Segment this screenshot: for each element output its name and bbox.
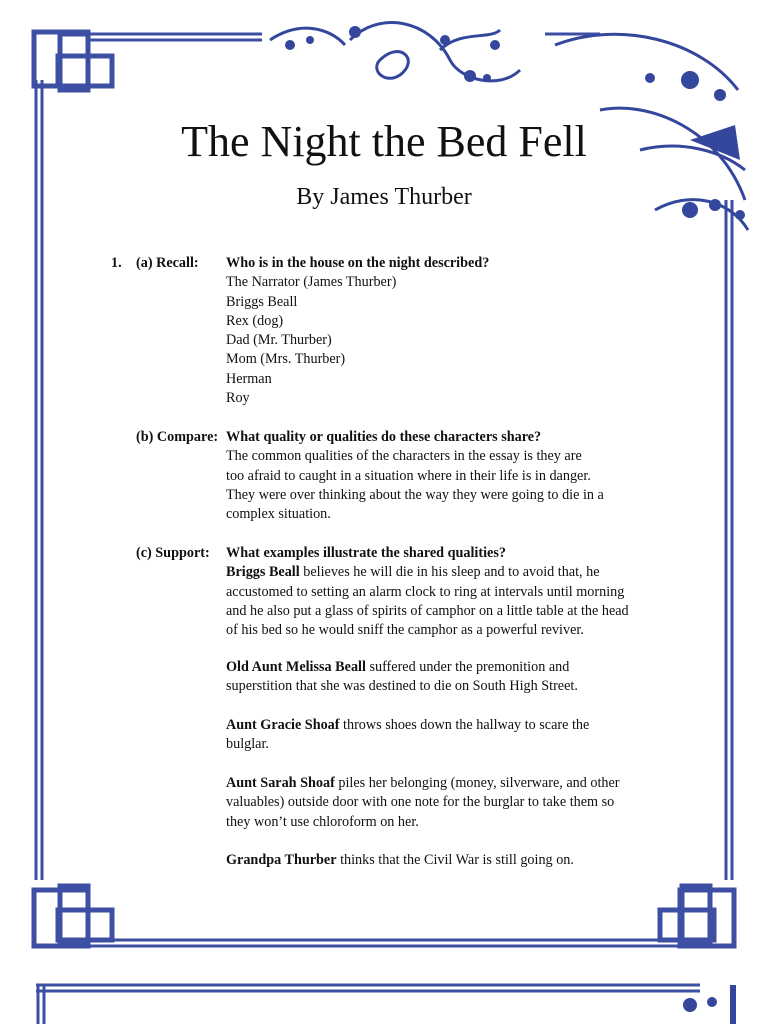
example-name: Briggs Beall bbox=[226, 564, 300, 581]
example-text: believes he will die in his sleep and to avoid that, he bbox=[299, 564, 600, 581]
example-line bbox=[226, 851, 574, 870]
example-line bbox=[226, 774, 620, 793]
recall-answer: Dad (Mr. Thurber) bbox=[226, 332, 332, 349]
example-text: piles her belonging (money, silverware, and other bbox=[334, 775, 620, 791]
support-label: (c) Support: bbox=[136, 545, 210, 561]
example-name: Old Aunt Melissa Beall bbox=[226, 659, 366, 675]
compare-answer-line: The common qualities of the characters in the essay is they are bbox=[226, 448, 582, 465]
example-block bbox=[226, 851, 574, 870]
example-line: valuables) outside door with one note for the burglar to take them so bbox=[226, 794, 615, 811]
example-name: Grandpa Thurber bbox=[226, 852, 337, 868]
example-name: Aunt Sarah Shoaf bbox=[226, 775, 335, 791]
question-number: 1. bbox=[111, 255, 122, 271]
recall-answer: Mom (Mrs. Thurber) bbox=[226, 351, 346, 368]
example-text: thinks that the Civil War is still going on. bbox=[336, 852, 574, 868]
example-text: throws shoes down the hallway to scare the bbox=[339, 717, 590, 733]
author-byline: By James Thurber bbox=[296, 184, 472, 210]
recall-answer: Roy bbox=[226, 390, 250, 407]
example-name: Aunt Gracie Shoaf bbox=[226, 717, 340, 733]
example-line bbox=[226, 563, 629, 582]
recall-answer: Herman bbox=[226, 370, 272, 387]
example-block bbox=[226, 658, 578, 697]
support-block bbox=[226, 544, 629, 640]
example-line: of his bed so he would sniff the camphor as a powerful reviver. bbox=[226, 622, 584, 639]
example-line bbox=[226, 716, 589, 735]
recall-block bbox=[226, 254, 489, 408]
example-block bbox=[226, 774, 620, 832]
example-line: they won’t use chloroform on her. bbox=[226, 813, 419, 830]
recall-answer: The Narrator (James Thurber) bbox=[226, 274, 397, 291]
example-block bbox=[226, 716, 589, 755]
recall-question: Who is in the house on the night described? bbox=[226, 255, 490, 271]
example-line: accustomed to setting an alarm clock to ring at intervals until morning bbox=[226, 583, 625, 600]
compare-answer-line: complex situation. bbox=[226, 506, 331, 523]
corner-knot-bottom-left bbox=[34, 886, 112, 946]
example-line bbox=[226, 658, 578, 677]
floral-blossoms-top bbox=[285, 26, 500, 82]
floral-ornament-top bbox=[270, 23, 520, 81]
recall-answer: Rex (dog) bbox=[226, 312, 284, 329]
recall-label: (a) Recall: bbox=[136, 255, 199, 271]
document-title: The Night the Bed Fell bbox=[181, 117, 587, 166]
compare-block bbox=[226, 428, 604, 524]
compare-answer-line: too afraid to caught in a situation where in their life is in danger. bbox=[226, 467, 591, 484]
corner-knot-bottom-right bbox=[660, 886, 734, 946]
example-line: and he also put a glass of spirits of camphor on a little table at the head bbox=[226, 602, 629, 619]
support-question: What examples illustrate the shared qualities? bbox=[226, 545, 506, 561]
example-line: superstition that she was destined to die on South High Street. bbox=[226, 678, 578, 695]
compare-answer-line: They were over thinking about the way they were going to die in a bbox=[226, 486, 604, 503]
example-line: bulglar. bbox=[226, 736, 269, 753]
compare-question: What quality or qualities do these characters share? bbox=[226, 429, 542, 445]
example-text: suffered under the premonition and bbox=[365, 659, 570, 675]
compare-label: (b) Compare: bbox=[136, 429, 219, 445]
recall-answer: Briggs Beall bbox=[226, 293, 298, 310]
